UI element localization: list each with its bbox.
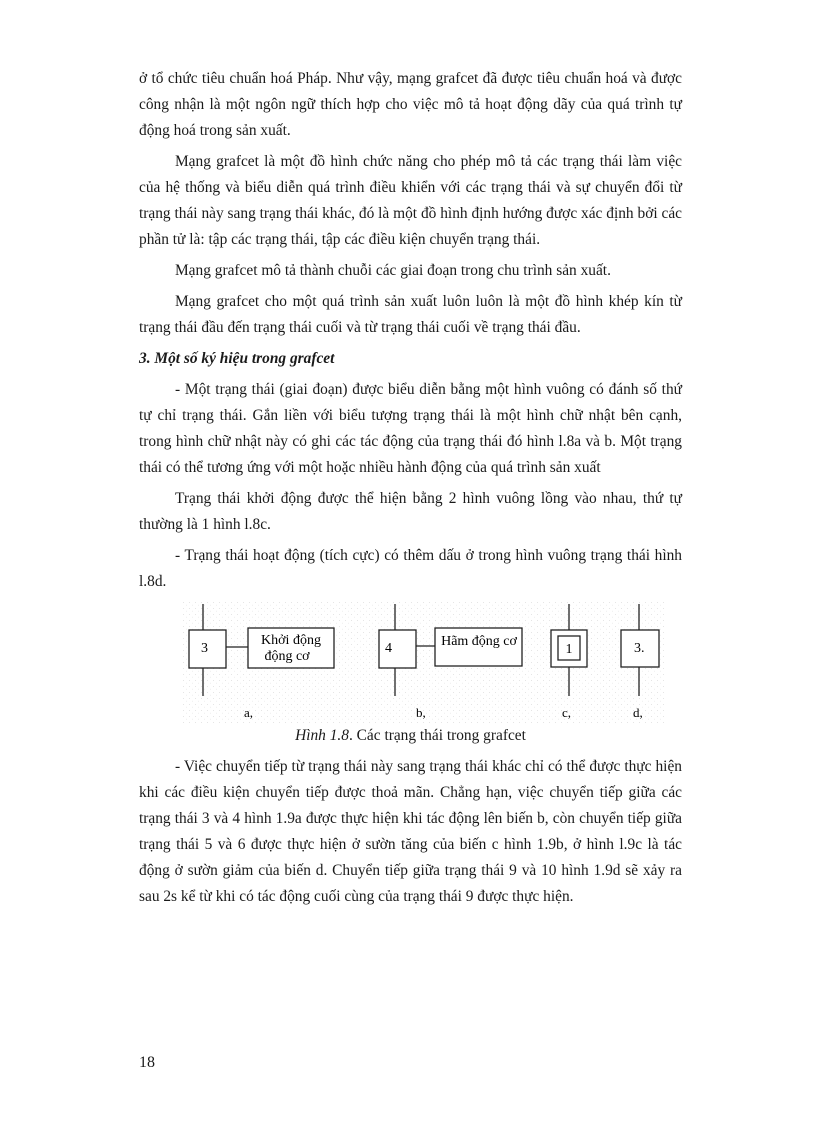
paragraph-4: Mạng grafcet cho một quá trình sản xuất luôn luôn là một đồ hình khép kín từ trạng thái đầu đến trạng thái cuối và từ trạng thái cuối về trạng thái đầu. <box>139 293 682 336</box>
step-number-b: 4 <box>385 641 392 656</box>
figure-caption-text: . Các trạng thái trong grafcet <box>348 727 526 744</box>
step-number-a: 3 <box>201 641 208 656</box>
step-number-c: 1 <box>565 642 573 657</box>
section-heading: 3. Một số ký hiệu trong grafcet <box>139 350 335 367</box>
paragraph-7: - Trạng thái hoạt động (tích cực) có thêm dấu ở trong hình vuông trạng thái hình l.8d. <box>139 547 682 590</box>
figure-caption <box>139 723 682 749</box>
step-number-d: 3. <box>634 641 645 656</box>
page-content <box>139 66 682 915</box>
label-c: c, <box>562 705 572 720</box>
paragraph-6: Trạng thái khởi động được thể hiện bằng 2 hình vuông lồng vào nhau, thứ tự thường là 1 hình l.8c. <box>139 490 682 533</box>
label-b: b, <box>416 705 426 720</box>
action-b: Hãm động cơ <box>441 634 517 649</box>
action-a-line1: Khởi động <box>261 633 321 648</box>
action-a-line2: động cơ <box>264 649 310 664</box>
paragraph-2: Mạng grafcet là một đồ hình chức năng cho phép mô tả các trạng thái làm việc của hệ thống và biểu diễn quá trình điều khiển với các trạng thái và sự chuyển đổi từ trạng thái này sang trạng thái khác, đó là một đồ hình định hướng được xác định bởi các phần tử là: tập các trạng thái, tập các điều kiện chuyển trạng thái. <box>139 153 682 248</box>
paragraph-3: Mạng grafcet mô tả thành chuỗi các giai đoạn trong chu trình sản xuất. <box>175 262 611 279</box>
label-a: a, <box>244 705 254 720</box>
paragraph-8: - Việc chuyển tiếp từ trạng thái này sang trạng thái khác chỉ có thể được thực hiện khi các điều kiện chuyển tiếp được thoả mãn. Chẳng hạn, việc chuyển tiếp giữa các trạng thái 3 và 4 hình 1.9a được thực hiện khi tác động lên biến b, còn chuyển tiếp giữa trạng thái 5 và 6 được thực hiện ở sườn tăng của biến c hình 1.9b, ở hình l.9c là tác động ở sườn giảm của biến d. Chuyển tiếp giữa trạng thái 9 và 10 hình 1.9d sẽ xảy ra sau 2s kể từ khi có tác động cuối cùng của trạng thái 9 được thực hiện. <box>139 758 682 905</box>
grafcet-figure <box>182 601 666 723</box>
figure-caption-label: Hình 1.8 <box>295 727 349 744</box>
paragraph-5: - Một trạng thái (giai đoạn) được biểu diễn bằng một hình vuông có đánh số thứ tự chỉ trạng thái. Gắn liền với biểu tượng trạng thái là một hình chữ nhật bên cạnh, trong hình chữ nhật này có ghi các tác động của trạng thái đó hình l.8a và b. Một trạng thái có thể tương ứng với một hoặc nhiều hành động của quá trình sản xuất <box>139 381 682 476</box>
grafcet-states-diagram <box>182 601 666 723</box>
paragraph-1: ở tổ chức tiêu chuẩn hoá Pháp. Như vậy, mạng grafcet đã được tiêu chuẩn hoá và được công nhận là một ngôn ngữ thích hợp cho việc mô tả hoạt động dãy của quá trình tự động hoá trong sản xuất. <box>139 70 682 139</box>
label-d: d, <box>633 705 643 720</box>
page-number: 18 <box>139 1054 155 1071</box>
